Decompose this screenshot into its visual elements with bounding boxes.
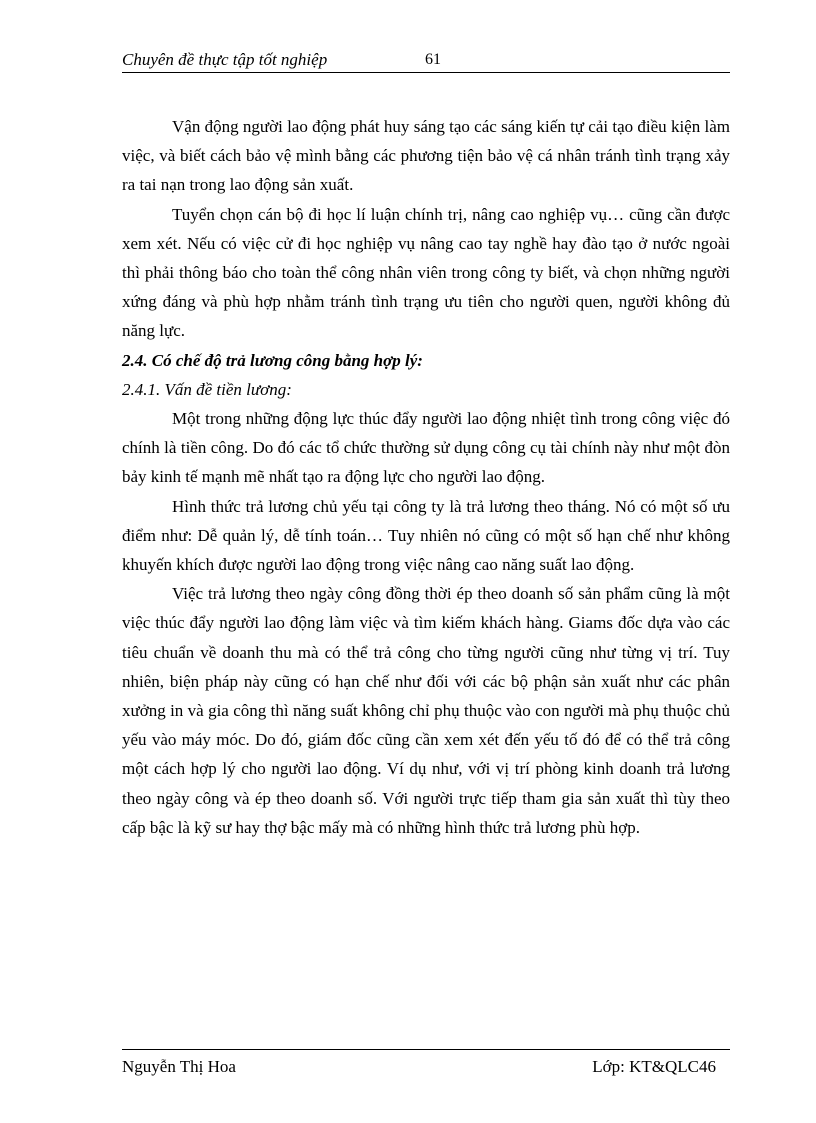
paragraph: Tuyển chọn cán bộ đi học lí luận chính trị, nâng cao nghiệp vụ… cũng cần được xem xét. Nếu có việc cử đi học nghiệp vụ nâng cao tay nghề hay đào tạo ở nước ngoài thì phải thông báo cho toàn thể công nhân viên trong công ty biết, và chọn những người xứng đáng và phù hợp nhằm tránh tình trạng ưu tiên cho người quen, người không đủ năng lực. [122, 204, 730, 341]
paragraph: Hình thức trả lương chủ yếu tại công ty là trả lương theo tháng. Nó có một số ưu điểm như: Dễ quản lý, dễ tính toán… Tuy nhiên nó cũng có một số hạn chế như không khuyến khích được người lao động trong việc nâng cao năng suất lao động. [122, 496, 730, 575]
page-header [122, 50, 730, 73]
footer-class: Lớp: KT&QLC46 [592, 1057, 716, 1076]
page-number: 61 [425, 51, 441, 68]
paragraph: Một trong những động lực thúc đẩy người lao động nhiệt tình trong công việc đó chính là tiền công. Do đó các tổ chức thường sử dụng công cụ tài chính này như một đòn bảy kinh tế mạnh mẽ nhất tạo ra động lực cho người lao động. [122, 409, 730, 487]
paragraph: Vận động người lao động phát huy sáng tạo các sáng kiến tự cải tạo điều kiện làm việc, và biết cách bảo vệ mình bằng các phương tiện bảo vệ cá nhân tránh tình trạng xảy ra tai nạn trong lao động sản xuất. [122, 117, 730, 195]
document-body [122, 112, 730, 842]
subsection-heading: 2.4.1. Vấn đề tiền lương: [122, 379, 292, 399]
footer-author: Nguyễn Thị Hoa [122, 1057, 236, 1076]
paragraph: Việc trả lương theo ngày công đồng thời ép theo doanh số sản phẩm cũng là một việc thúc đẩy người lao động làm việc và tìm kiếm khách hàng. Giams đốc dựa vào các tiêu chuẩn về doanh thu mà có thể trả công cho từng người cũng như từng vị trí. Tuy nhiên, biện pháp này cũng có hạn chế như đối với các bộ phận sản xuất như các phân xưởng in và gia công thì năng suất không chỉ phụ thuộc vào con người mà phụ thuộc chủ yếu vào máy móc. Do đó, giám đốc cũng cần xem xét đến yếu tố đó để có thể trả công một cách hợp lý cho người lao động. Ví dụ như, với vị trí phòng kinh doanh trả lương theo ngày công và ép theo doanh số. Với người trực tiếp tham gia sản xuất thì tùy theo cấp bậc là kỹ sư hay thợ bậc mấy mà có những hình thức trả lương phù hợp. [122, 584, 730, 837]
section-heading: 2.4. Có chế độ trả lương công bằng hợp lý: [122, 350, 423, 370]
page-footer [122, 1049, 730, 1080]
header-title: Chuyên đề thực tập tốt nghiệp [122, 50, 328, 69]
